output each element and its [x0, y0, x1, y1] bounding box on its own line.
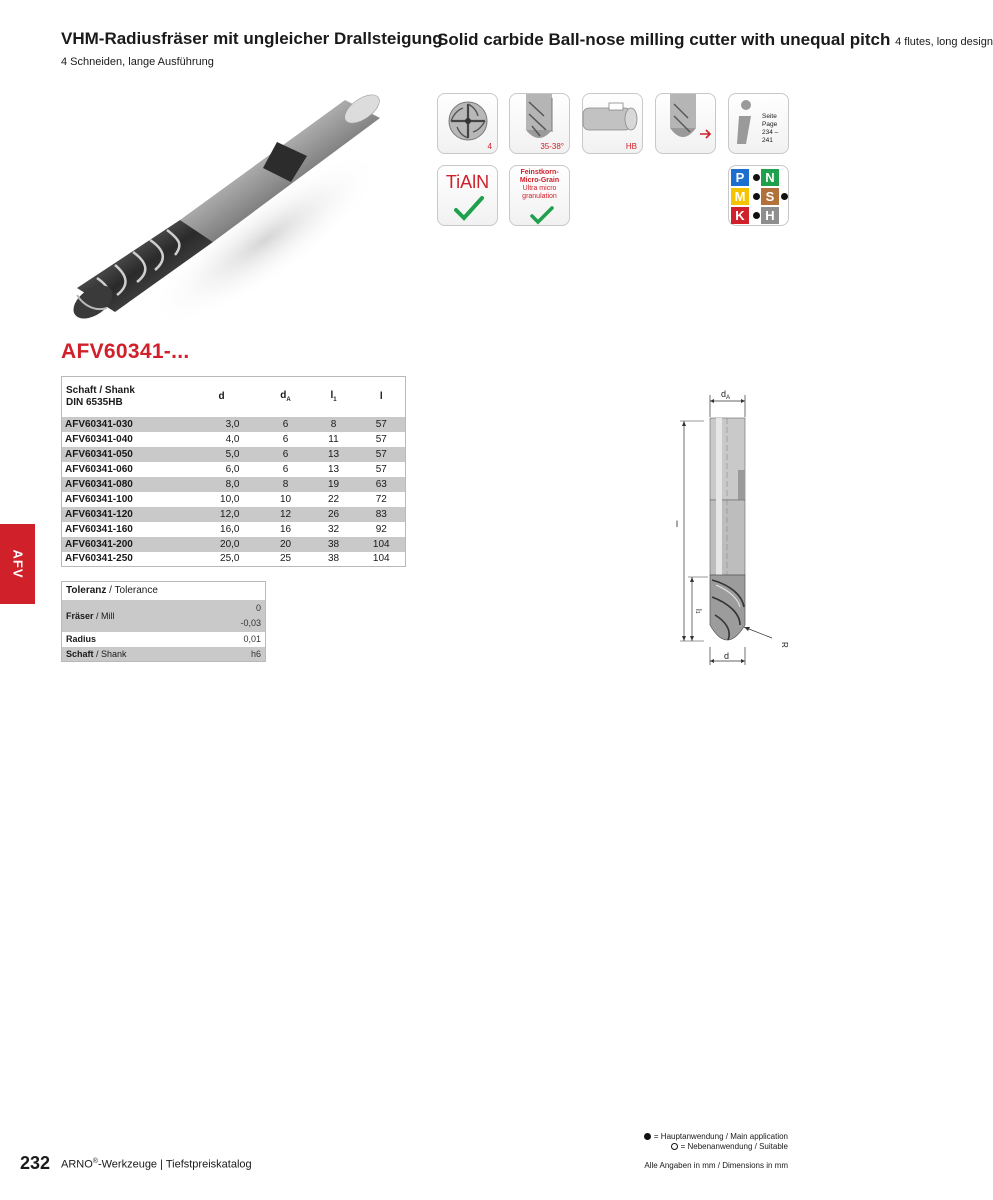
radius-label-text: Radius: [66, 634, 97, 644]
material-m: M: [731, 188, 749, 205]
table-cell: 10,0: [220, 493, 240, 505]
dim-label-l1: [694, 609, 703, 614]
mill-label: [62, 600, 206, 632]
ball-nose-icon: [656, 94, 717, 155]
legend-suitable: [644, 1142, 788, 1152]
table-cell: 57: [375, 463, 387, 475]
grain-line2: Micro-Grain: [519, 177, 560, 184]
table-cell: 57: [375, 418, 387, 430]
mill-lower: -0,03: [240, 617, 261, 628]
legend-main: [644, 1132, 788, 1142]
table-row: [62, 477, 406, 492]
material-n: N: [761, 169, 779, 186]
info-page-ref: [762, 113, 788, 145]
legend-main-text: = Hauptanwendung / Main application: [653, 1132, 788, 1141]
col-l1-label: l: [330, 390, 334, 402]
tolerance-row-shank: [62, 647, 266, 662]
article-number: AFV60341-120: [65, 508, 133, 520]
dim-da-text: d: [721, 389, 727, 399]
table-cell: 6: [282, 463, 289, 475]
table-cell: 11: [328, 433, 339, 445]
col-da-sub: A: [286, 397, 291, 404]
dim-label-r: R: [780, 642, 789, 648]
table-cell: 72: [375, 493, 387, 505]
table-cell: 6: [282, 433, 289, 445]
table-row: [62, 492, 406, 507]
table-cell: 20: [279, 538, 292, 550]
col-l1-sub: 1: [333, 397, 337, 404]
column-header-l1: [310, 377, 358, 417]
helix-caption: 35-38°: [540, 142, 564, 151]
tolerance-header-row: [62, 582, 266, 600]
shank-rest: / Shank: [93, 648, 127, 659]
shank-caption: HB: [625, 142, 637, 151]
table-cell: 13: [327, 463, 340, 475]
table-row: [62, 537, 406, 552]
grain-line4: granulation: [522, 193, 557, 200]
table-row: [62, 447, 406, 462]
legend: [644, 1132, 788, 1152]
table-row: [62, 462, 406, 477]
material-h: H: [761, 207, 779, 224]
table-cell: 22: [327, 493, 340, 505]
tolerance-table: [61, 581, 266, 662]
product-code: AFV60341-...: [61, 340, 190, 363]
article-number: AFV60341-250: [65, 553, 133, 565]
main-application-dot: [753, 193, 760, 200]
flutes-caption: 4: [487, 142, 492, 151]
info-line1: Seite Page: [762, 113, 778, 128]
tolerance-row-mill: [62, 600, 266, 632]
column-header-da: [262, 377, 310, 417]
table-row: [62, 507, 406, 522]
table-cell: 104: [372, 538, 390, 550]
table-cell: 57: [375, 448, 387, 460]
tolerance-header: [62, 582, 266, 600]
shank-value: h6: [250, 648, 261, 659]
footer-brand-sup: ®: [92, 1158, 98, 1165]
col-da-label: d: [280, 390, 287, 402]
technical-drawing: [660, 385, 800, 670]
column-header-l: [358, 377, 406, 417]
table-header-row: [62, 377, 406, 417]
title-en-text: Solid carbide Ball-nose milling cutter with unequal pitch: [437, 30, 891, 49]
table-cell: 57: [375, 433, 387, 445]
page-number: 232: [20, 1153, 51, 1173]
page-title-de: VHM-Radiusfräser mit ungleicher Drallsteigung: [61, 29, 443, 48]
section-tab-label: AFV: [10, 549, 25, 579]
table-cell: 32: [327, 523, 340, 535]
ballnose-tile: [655, 93, 716, 154]
grain-line3: Ultra micro: [522, 185, 557, 192]
table-cell: 8: [282, 478, 289, 490]
section-tab: [0, 524, 35, 604]
material-s: S: [761, 188, 779, 205]
col-d-label: d: [218, 391, 225, 403]
table-cell: 38: [327, 553, 340, 565]
main-application-dot: [781, 193, 788, 200]
tolerance-head-bold: Toleranz: [66, 585, 107, 597]
table-cell: 6,0: [225, 463, 240, 475]
table-cell: 12,0: [220, 508, 240, 520]
table-cell: 10: [279, 493, 292, 505]
flutes-tile: [437, 93, 498, 154]
table-cell: 8: [330, 418, 337, 430]
empty-dot-icon: [671, 1143, 678, 1150]
tolerance-row-radius: [62, 632, 266, 647]
dim-da-sub: A: [726, 395, 731, 401]
table-row: [62, 522, 406, 537]
dim-label-d: d: [724, 651, 730, 661]
table-cell: 6: [282, 448, 289, 460]
mill-upper: 0: [255, 602, 261, 613]
article-number: AFV60341-040: [65, 433, 133, 445]
dim-label-da: [721, 389, 730, 401]
table-cell: 6: [282, 418, 289, 430]
subtitle-en: 4 flutes, long design: [895, 36, 993, 48]
table-cell: 20,0: [220, 538, 240, 550]
coating-label: TiAlN: [445, 172, 490, 192]
footer-catalog: [61, 1158, 252, 1171]
table-cell: 26: [327, 508, 340, 520]
table-row: [62, 552, 406, 567]
check-icon: [530, 206, 554, 226]
mill-rest: / Mill: [93, 610, 115, 621]
dim-l1-text: l: [694, 609, 703, 611]
mill-values: [205, 600, 265, 632]
article-number: AFV60341-200: [65, 538, 133, 550]
table-cell: 25: [279, 553, 292, 565]
shank-label: [62, 647, 206, 662]
radius-value: 0,01: [243, 634, 261, 644]
table-cell: 8,0: [225, 478, 240, 490]
dim-label-l: l: [676, 519, 678, 529]
table-cell: 3,0: [225, 418, 240, 430]
material-p: P: [731, 169, 749, 186]
table-cell: 104: [372, 553, 390, 565]
grain-line1: Feinstkorn-: [520, 169, 559, 176]
table-cell: 38: [327, 538, 340, 550]
shank-bold: Schaft: [66, 648, 94, 659]
article-number: AFV60341-030: [65, 418, 133, 430]
subtitle-de: 4 Schneiden, lange Ausführung: [61, 56, 214, 68]
footer-brand: ARNO: [61, 1158, 93, 1171]
info-tile: [728, 93, 789, 154]
dimensions-note: Alle Angaben in mm / Dimensions in mm: [644, 1161, 788, 1170]
dim-l1-sub: 1: [694, 610, 700, 614]
col-l-label: l: [379, 391, 383, 403]
tolerance-head-rest: / Tolerance: [106, 585, 158, 597]
mill-bold: Fräser: [66, 610, 94, 621]
table-cell: 63: [375, 478, 387, 490]
info-line2: 234 – 241: [762, 129, 779, 144]
header-line2: DIN 6535HB: [66, 396, 123, 408]
grain-label: [510, 169, 569, 201]
table-cell: 12: [279, 508, 292, 520]
article-number: AFV60341-060: [65, 463, 133, 475]
table-cell: 25,0: [220, 553, 240, 565]
header-line1: Schaft / Shank: [66, 384, 135, 396]
check-icon: [454, 196, 484, 222]
grain-tile: [509, 165, 570, 226]
table-cell: 83: [375, 508, 387, 520]
table-row: [62, 417, 406, 432]
material-tile: [728, 165, 789, 226]
filled-dot-icon: [644, 1133, 651, 1140]
table-cell: 5,0: [225, 448, 240, 460]
table-cell: 19: [327, 478, 340, 490]
article-number: AFV60341-050: [65, 448, 133, 460]
main-application-dot: [753, 212, 760, 219]
table-cell: 92: [375, 523, 387, 535]
article-number: AFV60341-080: [65, 478, 133, 490]
main-application-dot: [753, 174, 760, 181]
shank-tile: [582, 93, 643, 154]
legend-suitable-text: = Nebenanwendung / Suitable: [680, 1142, 788, 1151]
footer-catalog-text: -Werkzeuge | Tiefstpreiskatalog: [97, 1158, 252, 1171]
coating-tile: [437, 165, 498, 226]
helix-tile: [509, 93, 570, 154]
page-title-en: [437, 29, 993, 53]
article-number: AFV60341-160: [65, 523, 133, 535]
table-cell: 13: [327, 448, 340, 460]
column-header-shank: [62, 377, 182, 417]
table-row: [62, 432, 406, 447]
dimensions-table: [61, 376, 406, 567]
product-photo: [55, 90, 410, 320]
table-cell: 16,0: [220, 523, 240, 535]
radius-label: [62, 632, 206, 647]
table-cell: 16: [279, 523, 292, 535]
material-k: K: [731, 207, 749, 224]
table-cell: 4,0: [225, 433, 240, 445]
column-header-d: [182, 377, 262, 417]
article-number: AFV60341-100: [65, 493, 133, 505]
